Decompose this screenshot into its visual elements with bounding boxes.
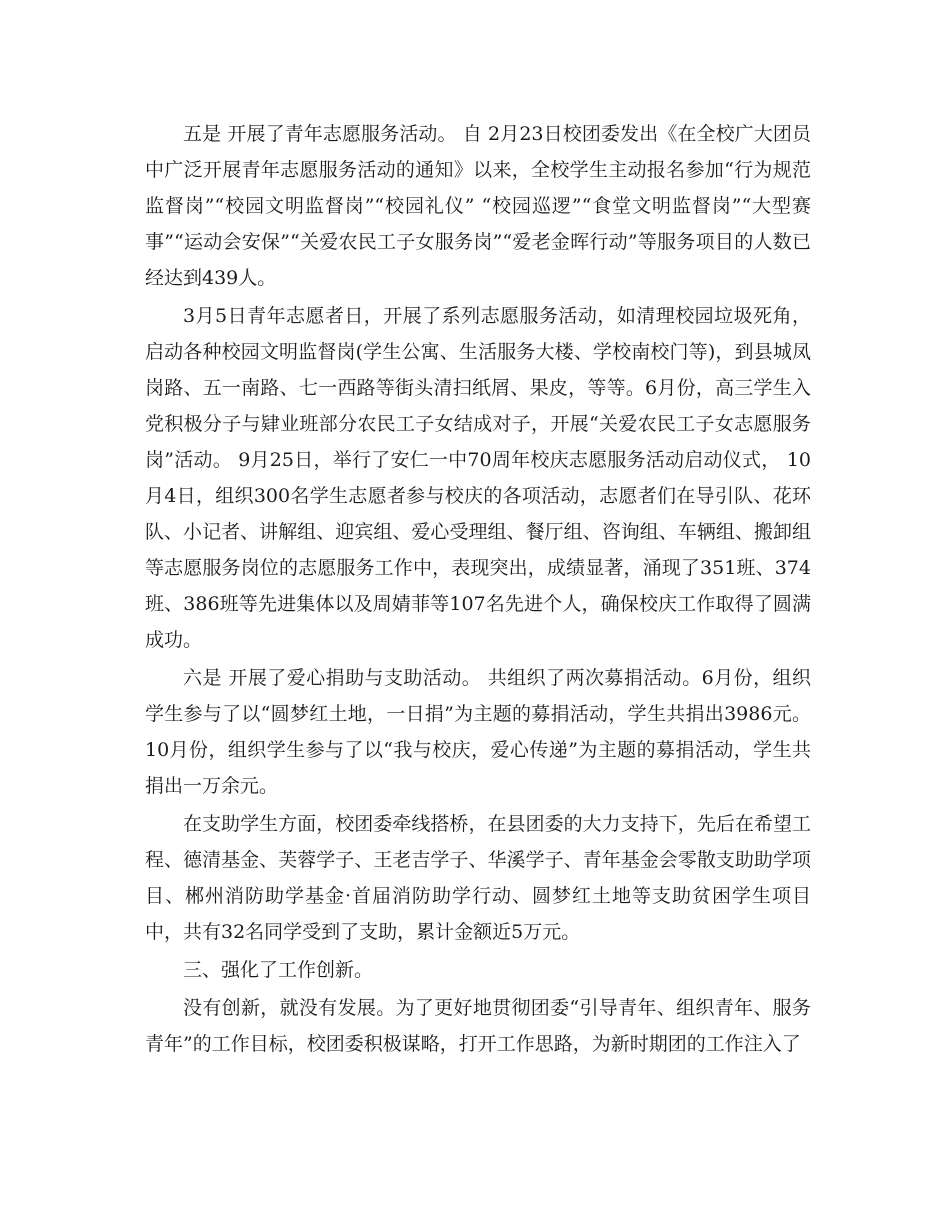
paragraph-donation-activities: 六是 开展了爱心捐助与支助活动。 共组织了两次募捐活动。6月份，组织学生参与了以“圆梦红土地，一日捐”为主题的募捐活动，学生共捐出3986元。10月份，组织学生参与了以“我与校庆，爱心传递”为主题的募捐活动，学生共捐出一万余元。	[145, 667, 811, 797]
paragraph-volunteer-service: 五是 开展了青年志愿服务活动。 自 2月23日校团委发出《在全校广大团员中广泛开展青年志愿服务活动的通知》以来，全校学生主动报名参加“行为规范监督岗”“校园文明监督岗”“校园礼仪” “校园巡逻”“食堂文明监督岗”“大型赛事”“运动会安保”“关爱农民工子女服务岗”“爱老金晖行动”等服务项目的人数已经达到439人。	[145, 123, 811, 289]
document-body	[145, 116, 811, 1062]
paragraph-innovation: 没有创新，就没有发展。为了更好地贯彻团委“引导青年、组织青年、服务青年”的工作目标，校团委积极谋略，打开工作思路，为新时期团的工作注入了	[145, 997, 811, 1055]
paragraph-student-aid: 在支助学生方面，校团委牵线搭桥，在县团委的大力支持下，先后在希望工程、德清基金、芙蓉学子、王老吉学子、华溪学子、青年基金会零散支助助学项目、郴州消防助学基金·首届消防助学行动、圆梦红土地等支助贫困学生项目中，共有32名同学受到了支助，累计金额近5万元。	[145, 813, 811, 943]
paragraph-volunteer-day-activities: 3月5日青年志愿者日，开展了系列志愿服务活动，如清理校园垃圾死角，启动各种校园文明监督岗(学生公寓、生活服务大楼、学校南校门等)，到县城凤岗路、五一南路、七一西路等街头清扫纸屑、果皮，等等。6月份，高三学生入党积极分子与肄业班部分农民工子女结成对子，开展“关爱农民工子女志愿服务岗”活动。 9月25日，举行了安仁一中70周年校庆志愿服务活动启动仪式， 10月4日，组织300名学生志愿者参与校庆的各项活动，志愿者们在导引队、花环队、小记者、讲解组、迎宾组、爱心受理组、餐厅组、咨询组、车辆组、搬卸组等志愿服务岗位的志愿服务工作中，表现突出，成绩显著，涌现了351班、374班、386班等先进集体以及周婧菲等107名先进个人，确保校庆工作取得了圆满成功。	[145, 305, 811, 651]
section-heading-innovation: 三、强化了工作创新。	[183, 959, 374, 981]
